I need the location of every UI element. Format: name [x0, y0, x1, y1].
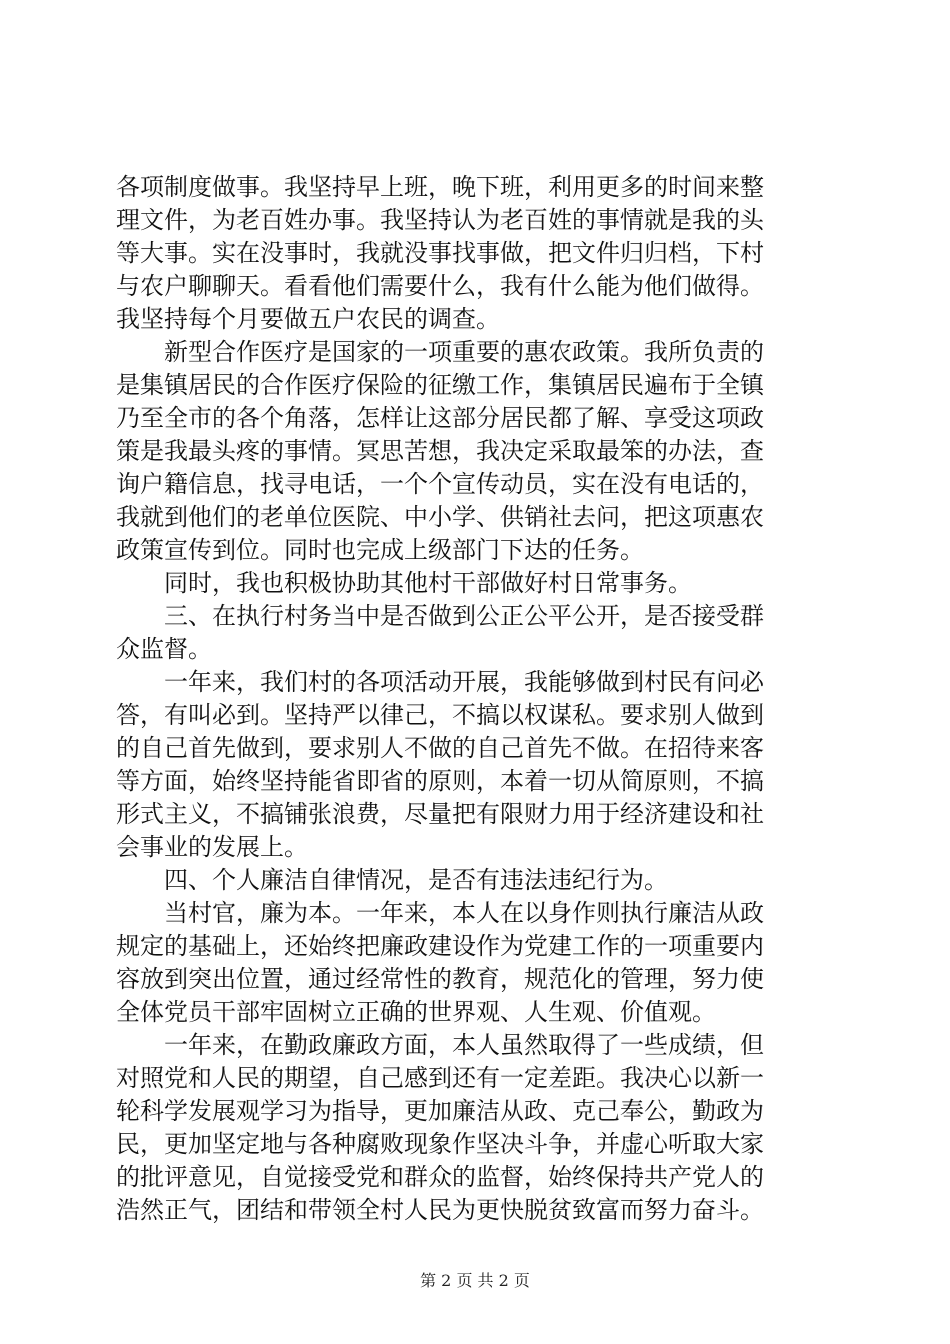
text-line: 与农户聊聊天。看看他们需要什么，我有什么能为他们做得。: [116, 272, 764, 300]
document-body: [116, 171, 832, 1227]
text-line: 四、个人廉洁自律情况，是否有违法违纪行为。: [116, 866, 668, 894]
text-line: 全体党员干部牢固树立正确的世界观、人生观、价值观。: [116, 998, 716, 1026]
text-line: 容放到突出位置，通过经常性的教育，规范化的管理，努力使: [116, 965, 764, 993]
text-line: 当村官，廉为本。一年来，本人在以身作则执行廉洁从政: [116, 899, 764, 927]
text-line: 等方面，始终坚持能省即省的原则，本着一切从简原则，不搞: [116, 767, 764, 795]
text-line: 是集镇居民的合作医疗保险的征缴工作，集镇居民遍布于全镇: [116, 371, 764, 399]
text-line: 一年来，我们村的各项活动开展，我能够做到村民有问必: [116, 668, 764, 696]
text-line: 的批评意见，自觉接受党和群众的监督，始终保持共产党人的: [116, 1163, 764, 1191]
text-line: 民，更加坚定地与各种腐败现象作坚决斗争，并虚心听取大家: [116, 1130, 764, 1158]
text-line: 三、在执行村务当中是否做到公正公平公开，是否接受群: [116, 602, 764, 630]
text-line: 各项制度做事。我坚持早上班，晚下班，利用更多的时间来整: [116, 173, 764, 201]
text-line: 等大事。实在没事时，我就没事找事做，把文件归归档，下村: [116, 239, 764, 267]
text-line: 规定的基础上，还始终把廉政建设作为党建工作的一项重要内: [116, 932, 764, 960]
page-number: 第 2 页 共 2 页: [420, 1271, 530, 1290]
text-line: 形式主义，不搞铺张浪费，尽量把有限财力用于经济建设和社: [116, 800, 764, 828]
text-line: 理文件，为老百姓办事。我坚持认为老百姓的事情就是我的头: [116, 206, 764, 234]
text-line: 政策宣传到位。同时也完成上级部门下达的任务。: [116, 536, 644, 564]
text-line: 策是我最头疼的事情。冥思苦想，我决定采取最笨的办法，查: [116, 437, 764, 465]
text-line: 我坚持每个月要做五户农民的调查。: [116, 305, 500, 333]
text-line: 对照党和人民的期望，自己感到还有一定差距。我决心以新一: [116, 1064, 764, 1092]
text-line: 的自己首先做到，要求别人不做的自己首先不做。在招待来客: [116, 734, 764, 762]
text-line: 答，有叫必到。坚持严以律己，不搞以权谋私。要求别人做到: [116, 701, 764, 729]
text-line: 众监督。: [116, 635, 212, 663]
text-line: 询户籍信息，找寻电话，一个个宣传动员，实在没有电话的，: [116, 470, 764, 498]
page-footer: [0, 1268, 950, 1291]
text-line: 我就到他们的老单位医院、中小学、供销社去问，把这项惠农: [116, 503, 764, 531]
text-line: 新型合作医疗是国家的一项重要的惠农政策。我所负责的: [116, 338, 764, 366]
text-line: 浩然正气，团结和带领全村人民为更快脱贫致富而努力奋斗。: [116, 1196, 764, 1224]
text-line: 乃至全市的各个角落，怎样让这部分居民都了解、享受这项政: [116, 404, 764, 432]
text-line: 同时，我也积极协助其他村干部做好村日常事务。: [116, 569, 692, 597]
text-line: 轮科学发展观学习为指导，更加廉洁从政、克己奉公，勤政为: [116, 1097, 764, 1125]
text-line: 一年来，在勤政廉政方面，本人虽然取得了一些成绩，但: [116, 1031, 764, 1059]
text-line: 会事业的发展上。: [116, 833, 308, 861]
